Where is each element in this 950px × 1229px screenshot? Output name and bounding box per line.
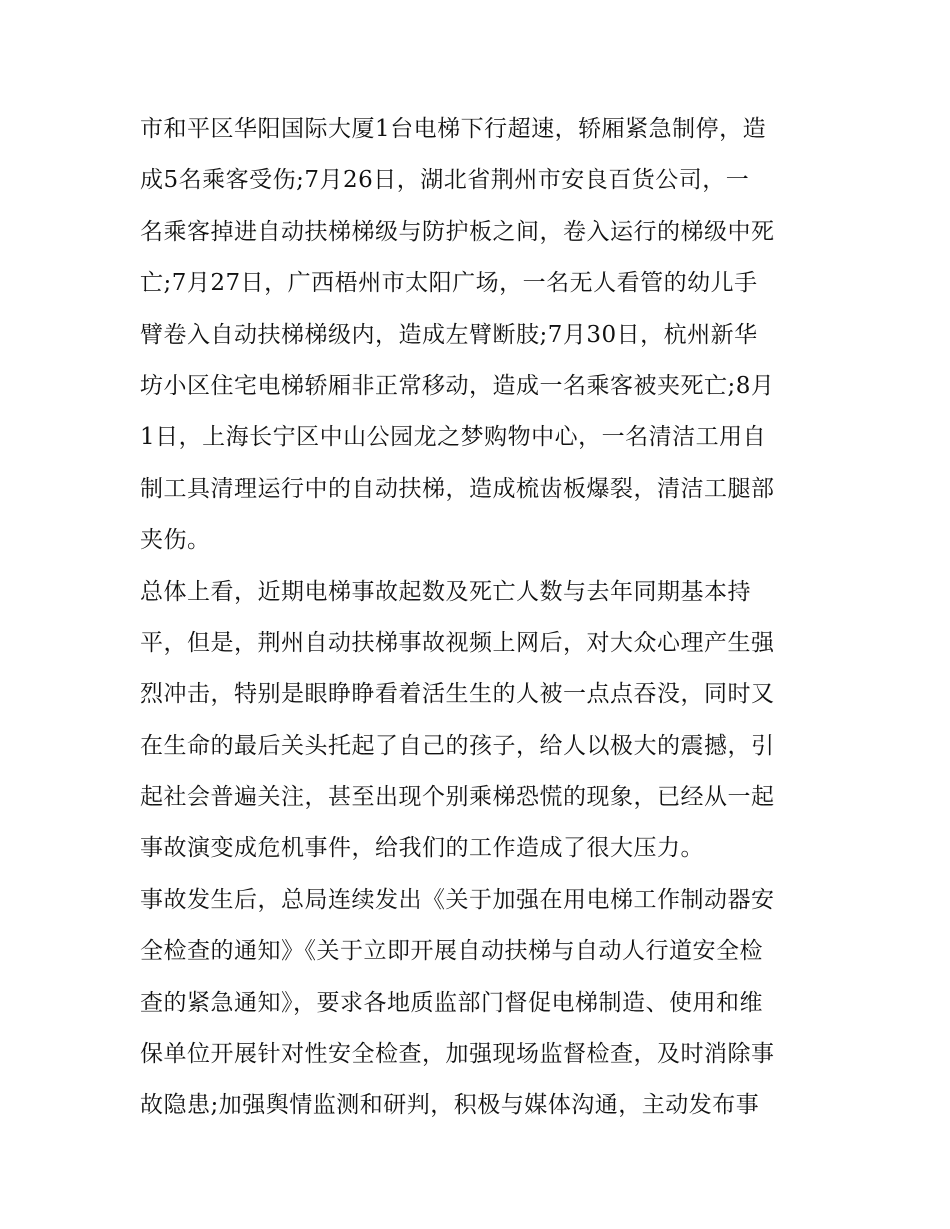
text-line: 坊小区住宅电梯轿厢非正常移动，造成一名乘客被夹死亡;8月 [140, 372, 775, 399]
text-line: 制工具清理运行中的自动扶梯，造成梳齿板爆裂，清洁工腿部 [140, 475, 775, 502]
text-line: 1日，上海长宁区中山公园龙之梦购物中心，一名清洁工用自 [140, 424, 767, 451]
text-line: 查的紧急通知》，要求各地质监部门督促电梯制造、使用和维 [140, 989, 763, 1016]
text-line: 名乘客掉进自动扶梯梯级与防护板之间，卷入运行的梯级中死 [140, 218, 775, 245]
document-body [140, 104, 815, 1132]
text-line: 起社会普遍关注，甚至出现个别乘梯恐慌的现象，已经从一起 [140, 784, 775, 811]
text-line: 总体上看，近期电梯事故起数及死亡人数与去年同期基本持 [140, 578, 751, 605]
text-line: 故隐患;加强舆情监测和研判，积极与媒体沟通，主动发布事 [140, 1092, 760, 1119]
text-line: 市和平区华阳国际大厦1台电梯下行超速，轿厢紧急制停，造 [140, 116, 767, 142]
text-line: 保单位开展针对性安全检查，加强现场监督检查，及时消除事 [140, 1041, 775, 1068]
text-line: 在生命的最后关头托起了自己的孩子，给人以极大的震撼，引 [140, 732, 775, 759]
text-line: 平，但是，荆州自动扶梯事故视频上网后，对大众心理产生强 [140, 629, 775, 656]
text-line: 亡;7月27日，广西梧州市太阳广场，一名无人看管的幼儿手 [140, 270, 758, 297]
text-line: 臂卷入自动扶梯梯级内，造成左臂断肢;7月30日，杭州新华 [140, 321, 758, 348]
text-line: 烈冲击，特别是眼睁睁看着活生生的人被一点点吞没，同时又 [140, 681, 775, 708]
text-line: 成5名乘客受伤;7月26日，湖北省荆州市安良百货公司，一 [140, 167, 750, 194]
text-line: 事故演变成危机事件，给我们的工作造成了很大压力。 [140, 835, 704, 862]
text-line: 夹伤。 [140, 527, 211, 554]
text-line: 事故发生后，总局连续发出《关于加强在用电梯工作制动器安 [140, 886, 775, 913]
text-line: 全检查的通知》《关于立即开展自动扶梯与自动人行道安全检 [140, 938, 763, 965]
